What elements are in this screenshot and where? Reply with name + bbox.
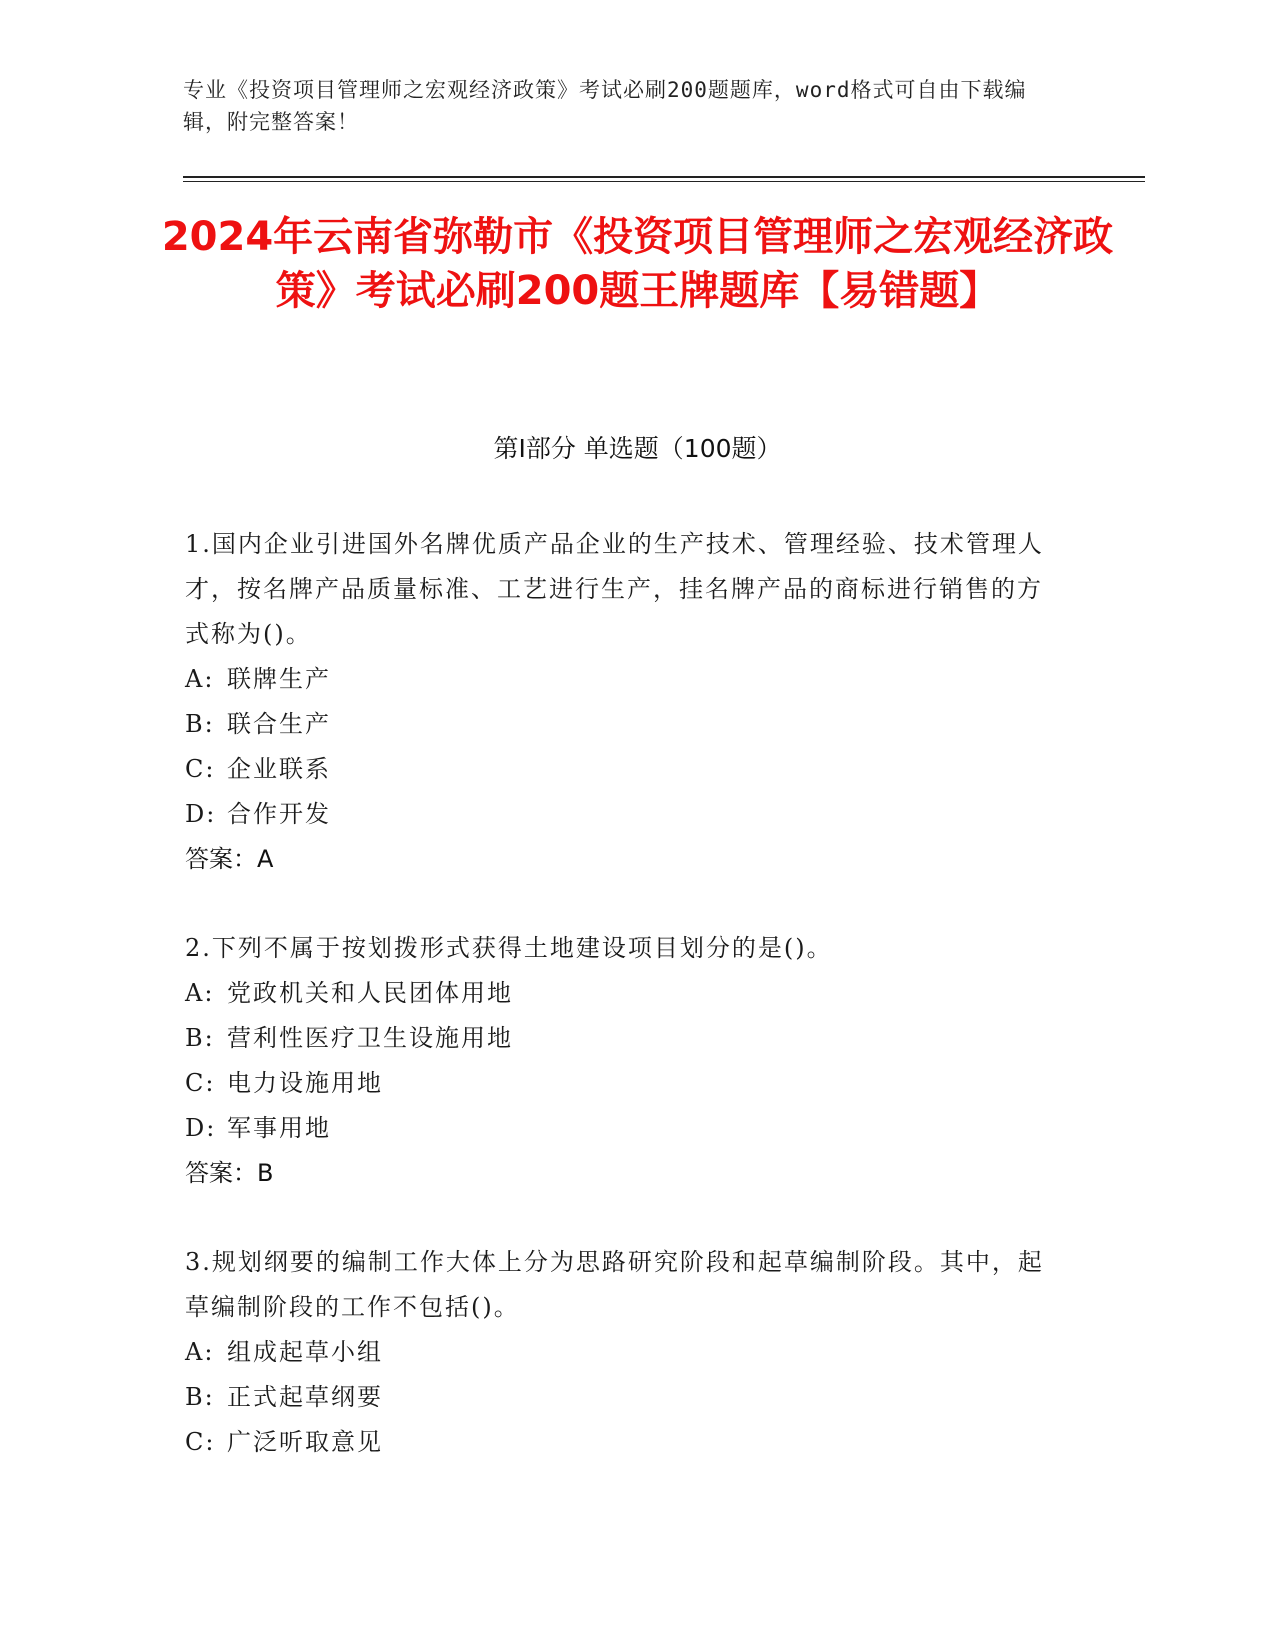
option-a: [185, 1330, 1065, 1375]
section-heading: 第I部分 单选题（100题）: [493, 434, 782, 463]
option-letter: A:: [185, 979, 215, 1007]
option-text: 联合生产: [227, 710, 331, 738]
option-text: 军事用地: [227, 1114, 331, 1142]
option-c: [185, 1420, 1065, 1465]
option-letter: D:: [185, 1114, 217, 1142]
document-title: 2024年云南省弥勒市《投资项目管理师之宏观经济政策》考试必刷200题王牌题库【易错题】: [161, 214, 1114, 314]
option-letter: C:: [185, 1069, 216, 1097]
question-3: [185, 1240, 1065, 1465]
option-a: [185, 971, 1065, 1016]
header-rule-thick: [183, 176, 1145, 178]
option-letter: B:: [185, 710, 215, 738]
question-stem: 2.下列不属于按划拨形式获得土地建设项目划分的是()。: [185, 934, 833, 962]
option-c: [185, 747, 1065, 792]
option-text: 广泛听取意见: [227, 1428, 383, 1456]
option-a: [185, 657, 1065, 702]
header-note: 专业《投资项目管理师之宏观经济政策》考试必刷200题题库，word格式可自由下载编辑，附完整答案！: [183, 78, 1027, 134]
option-letter: D:: [185, 800, 217, 828]
option-letter: B:: [185, 1024, 215, 1052]
option-text: 企业联系: [227, 755, 331, 783]
header-rule-thin: [183, 181, 1145, 182]
answer-line: 答案：B: [185, 1159, 274, 1187]
option-text: 电力设施用地: [227, 1069, 383, 1097]
option-text: 正式起草纲要: [227, 1383, 383, 1411]
question-stem: 3.规划纲要的编制工作大体上分为思路研究阶段和起草编制阶段。其中，起草编制阶段的工作不包括()。: [185, 1248, 1044, 1321]
answer-line: 答案：A: [185, 845, 274, 873]
option-text: 合作开发: [227, 800, 331, 828]
option-letter: A:: [185, 665, 215, 693]
option-d: [185, 792, 1065, 837]
question-list: [185, 522, 1065, 1509]
option-text: 营利性医疗卫生设施用地: [227, 1024, 513, 1052]
question-2: [185, 926, 1065, 1196]
option-b: [185, 702, 1065, 747]
option-b: [185, 1375, 1065, 1420]
option-letter: B:: [185, 1383, 215, 1411]
option-c: [185, 1061, 1065, 1106]
option-b: [185, 1016, 1065, 1061]
option-letter: C:: [185, 1428, 216, 1456]
option-letter: C:: [185, 755, 216, 783]
option-d: [185, 1106, 1065, 1151]
option-letter: A:: [185, 1338, 215, 1366]
question-1: [185, 522, 1065, 882]
option-text: 党政机关和人民团体用地: [227, 979, 513, 1007]
question-stem: 1.国内企业引进国外名牌优质产品企业的生产技术、管理经验、技术管理人才，按名牌产品质量标准、工艺进行生产，挂名牌产品的商标进行销售的方式称为()。: [185, 530, 1044, 648]
option-text: 组成起草小组: [227, 1338, 383, 1366]
option-text: 联牌生产: [227, 665, 331, 693]
